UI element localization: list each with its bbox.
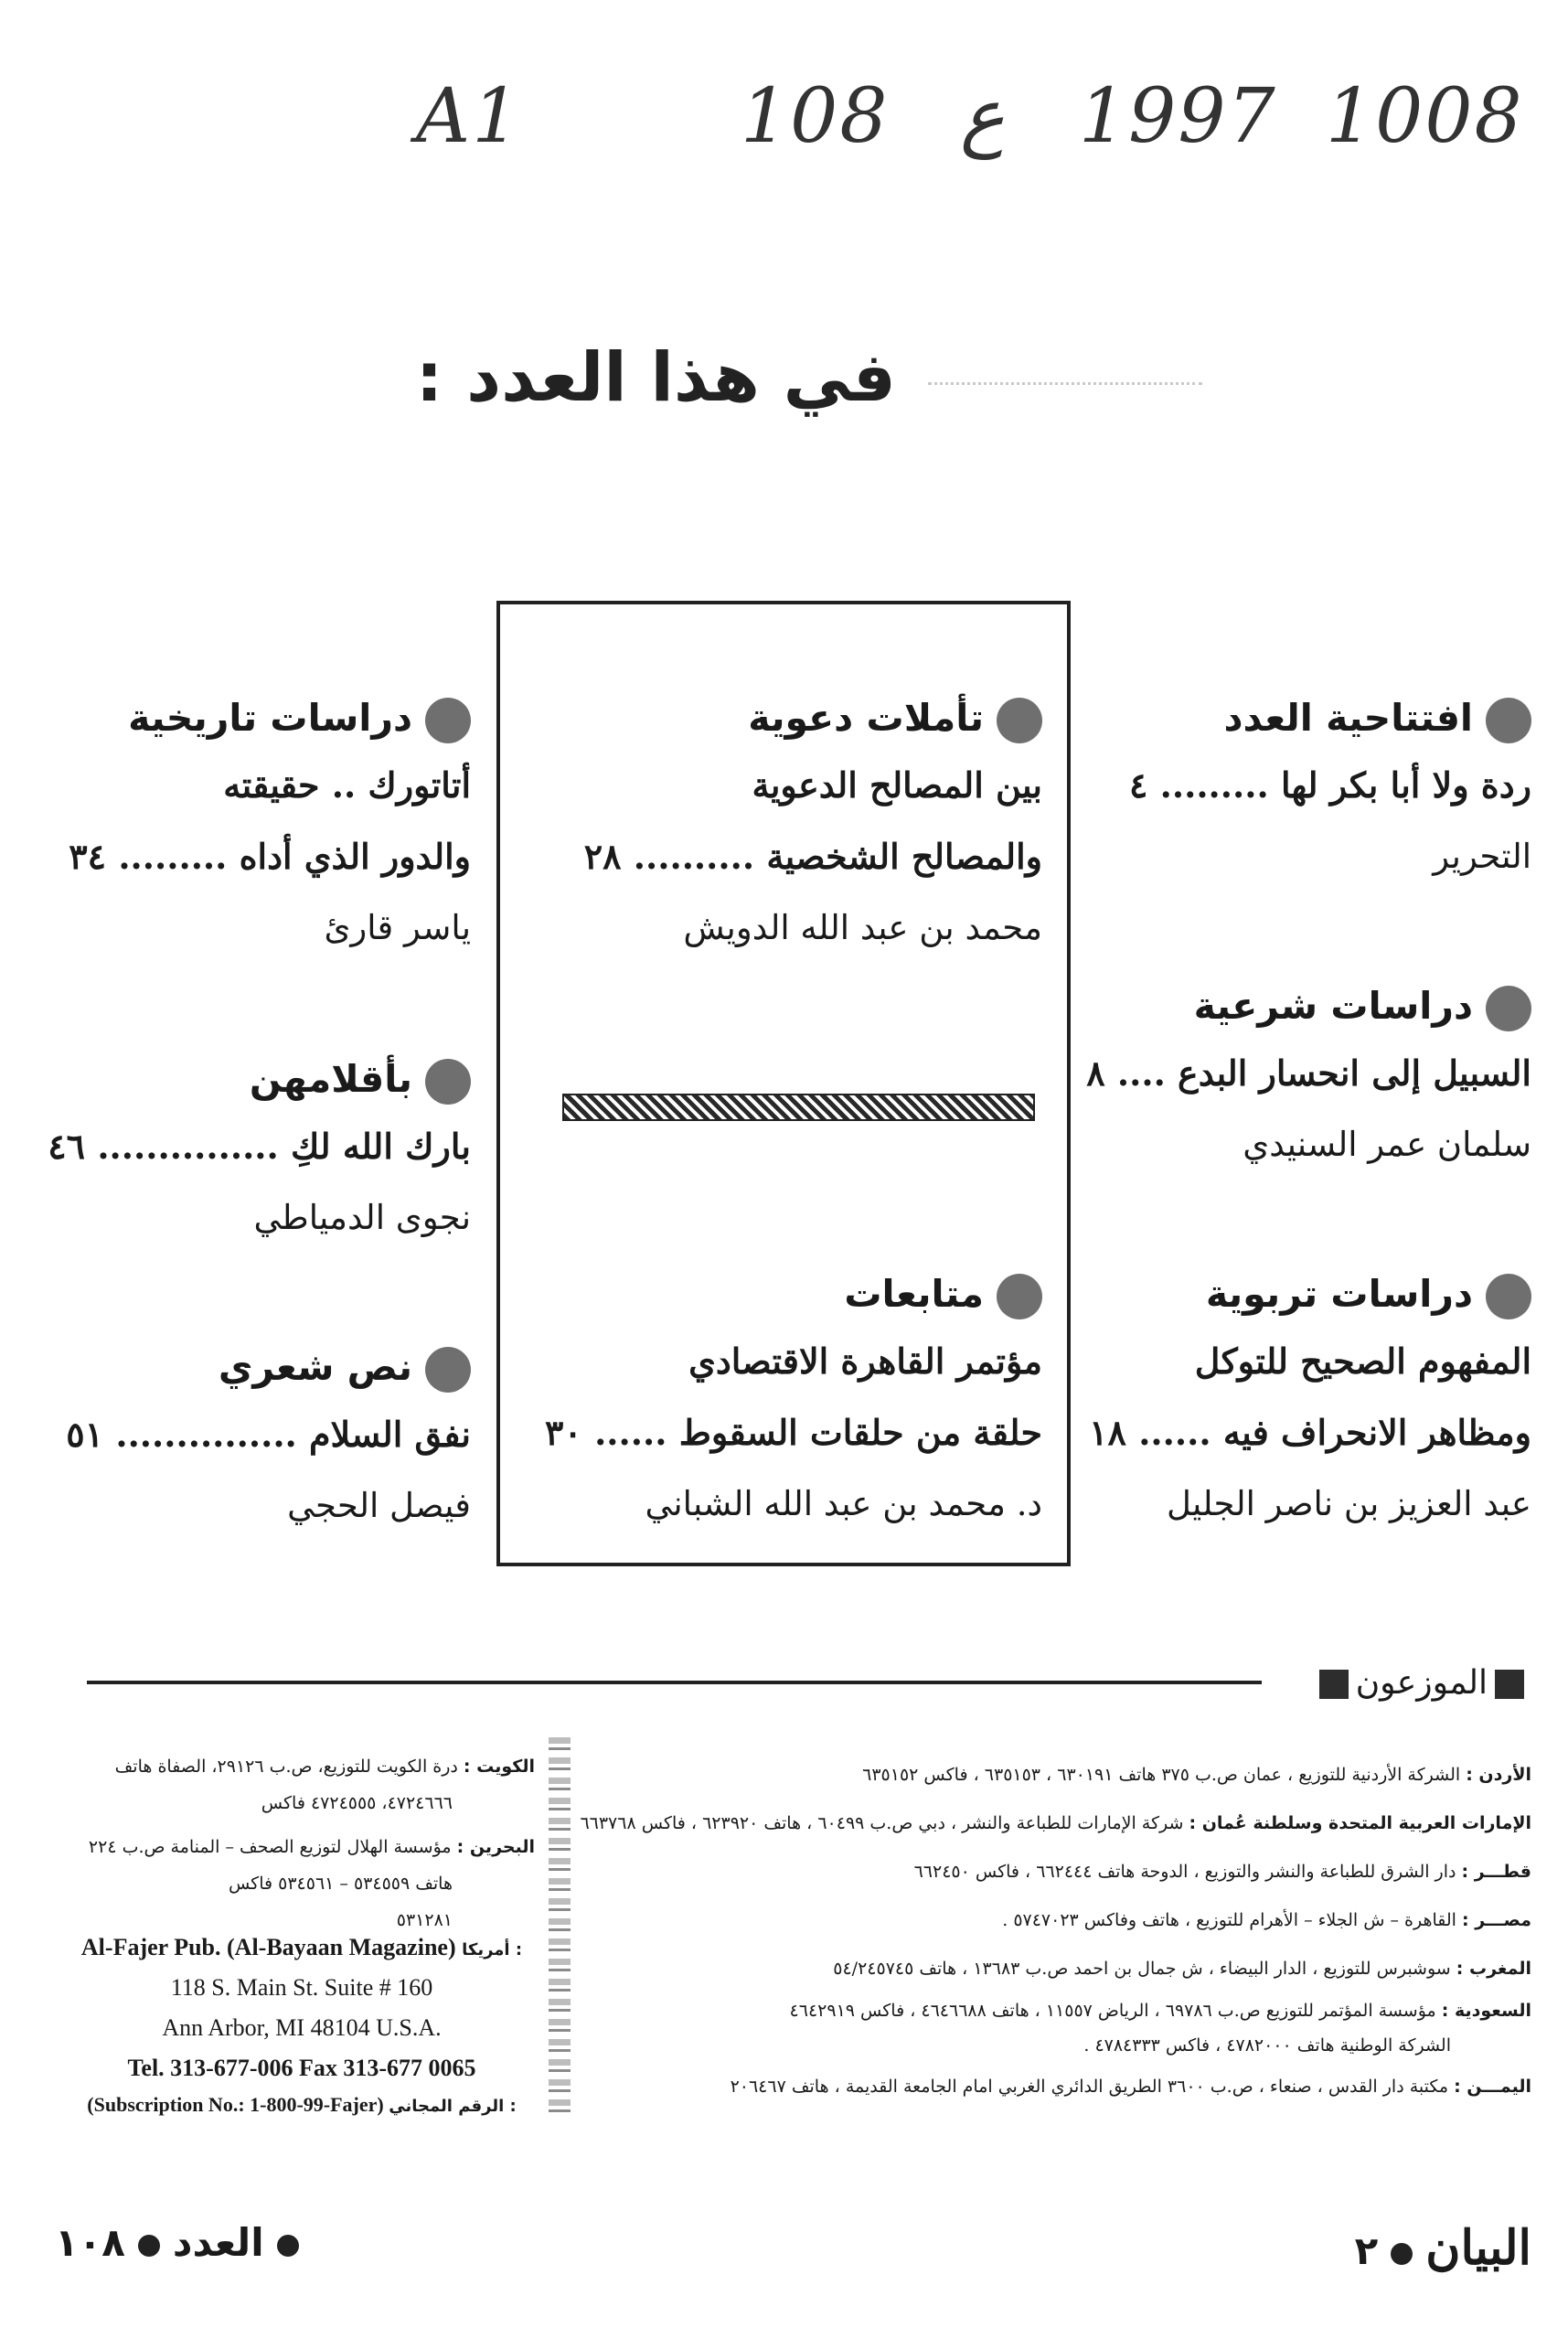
distributor-row: الأردن : الشركة الأردنية للتوزيع ، عمان ص.ب ٣٧٥ هاتف ٦٣٠١٩١ ، ٦٣٥١٥٣ ، فاكس ٦٣٥١٥٢ (862, 1765, 1531, 1785)
handwritten-year: 1997 (1079, 73, 1277, 160)
page-number: ٤ (1128, 764, 1148, 806)
section-education (1056, 1262, 1531, 1540)
bullet-icon (997, 698, 1042, 743)
article-title-cont: ومظاهر الانحراف فيه ...... ١٨ (1089, 1412, 1531, 1453)
usa-phone: Tel. 313-677-006 Fax 313-677 0065 (127, 2055, 476, 2081)
dot-icon (277, 2235, 299, 2257)
title-divider (928, 382, 1202, 385)
section-heading: دراسات شرعية (1056, 974, 1531, 1038)
article-title-cont: حلقة من حلقات السقوط ...... ٣٠ (545, 1412, 1042, 1453)
distributor-kuwait-cont: ٤٧٢٤٦٦٦، ٤٧٢٤٥٥٥ فاكس (261, 1793, 453, 1813)
page-number: ٥١ (66, 1414, 104, 1455)
article-author: عبد العزيز بن ناصر الجليل (1167, 1484, 1531, 1523)
distributor-row: السعودية : مؤسسة المؤتمر للتوزيع ص.ب ٦٩٧٨٦ ، الرياض ١١٥٥٧ ، هاتف ٤٦٤٦٦٨٨ ، فاكس ٤٦٤٢٩١٩ (789, 2001, 1531, 2021)
section-heading: نص شعري (37, 1335, 471, 1399)
article-title: أتاتورك .. حقيقته (223, 764, 471, 806)
section-poetry (37, 1335, 471, 1542)
page-number: ١٨ (1089, 1412, 1126, 1453)
distributor-row: اليمـــن : مكتبة دار القدس ، صنعاء ، ص.ب ٣٦٠٠ الطريق الدائري الغربي امام الجامعة القديمة ، هاتف ٢٠٦٤٦٧ (730, 2077, 1531, 2097)
usa-address (73, 1928, 530, 2121)
section-history (37, 686, 471, 964)
section-heading: دراسات تربوية (1056, 1262, 1531, 1326)
article-title-cont: والمصالح الشخصية .......... ٢٨ (583, 836, 1042, 877)
article-title: بارك الله لكِ ............... ٤٦ (48, 1126, 471, 1167)
distributor-bahrain: البحرين : مؤسسة الهلال لتوزيع الصحف – المنامة ص.ب ٢٢٤ (88, 1837, 535, 1857)
bullet-icon (1486, 1274, 1531, 1319)
article-title: نفق السلام ............... ٥١ (66, 1414, 471, 1455)
handwritten-issue: 108 (741, 73, 890, 160)
page-number: ٣٤ (69, 836, 107, 877)
distributor-row: مصـــر : القاهرة – ش الجلاء – الأهرام للتوزيع ، هاتف وفاكس ٥٧٤٧٠٢٣ . (1002, 1910, 1531, 1930)
section-pens (37, 1047, 471, 1254)
magazine-logo: البيان (1425, 2220, 1531, 2276)
bullet-icon (425, 1347, 471, 1393)
handwritten-letter: ع (960, 73, 1005, 160)
distributor-bahrain-fax: ٥٣١٢٨١ (396, 1910, 453, 1930)
section-dawah (530, 686, 1042, 964)
article-title: السبيل إلى انحسار البدع .... ٨ (1086, 1052, 1531, 1094)
hatched-divider (562, 1094, 1035, 1121)
article-author: نجوى الدمياطي (253, 1198, 471, 1237)
page-title: في هذا العدد : (415, 338, 896, 417)
article-title: بين المصالح الدعوية (752, 764, 1042, 806)
dot-icon (1391, 2243, 1413, 2265)
page-number: ٣٠ (545, 1412, 582, 1453)
section-sharia (1056, 974, 1531, 1180)
distributors-list (562, 1751, 1531, 2111)
distributor-kuwait: الكويت : درة الكويت للتوزيع، ص.ب ٢٩١٢٦، الصفاة هاتف (114, 1757, 535, 1777)
footer-issue: العدد١٠٨ (55, 2220, 312, 2265)
footer-brand (1355, 2220, 1531, 2276)
bullet-icon (1486, 986, 1531, 1031)
section-heading: تأملات دعوية (530, 686, 1042, 750)
distributor-row: الإمارات العربية المتحدة وسلطنة عُمان : شركة الإمارات للطباعة والنشر ، دبي ص.ب ٦٠٤٩٩ ، هاتف ٦٢٣٩٢٠ ، فاكس ٦٦٣٧٦٨ (580, 1813, 1531, 1833)
article-author: ياسر قارئ (324, 908, 471, 947)
handwritten-code: A1 (416, 73, 522, 160)
section-heading: افتتاحية العدد (1056, 686, 1531, 750)
distributor-row: المغرب : سوشبرس للتوزيع ، الدار البيضاء ، ش جمال بن احمد ص.ب ١٣٦٨٣ ، هاتف ٥٤/٢٤٥٧٤٥ (833, 1959, 1531, 1979)
page-number: ٤٦ (48, 1126, 86, 1167)
usa-subscription: (Subscription No.: 1-800-99-Fajer) الرقم المجاني : (87, 2093, 517, 2116)
article-title: المفهوم الصحيح للتوكل (1194, 1340, 1531, 1382)
section-heading: دراسات تاريخية (37, 686, 471, 750)
page-number: ٢ (1354, 2228, 1379, 2273)
torn-edge (549, 1737, 571, 2112)
distributor-row-cont: الشركة الوطنية هاتف ٤٧٨٢٠٠٠ ، فاكس ٤٧٨٤٣٣٣ . (1083, 2035, 1451, 2056)
article-title-cont: والدور الذي أداه ......... ٣٤ (69, 836, 471, 877)
usa-publisher: Al-Fajer Pub. (Al-Bayaan Magazine) أمريكا : (80, 1934, 523, 1960)
bullet-icon (997, 1274, 1042, 1319)
distributor-bahrain-cont: هاتف ٥٣٤٥٥٩ – ٥٣٤٥٦١ فاكس (228, 1874, 453, 1894)
article-author: فيصل الحجي (287, 1486, 471, 1525)
article-author: التحرير (1433, 837, 1531, 876)
article-author: سلمان عمر السنيدي (1243, 1125, 1531, 1164)
distributors-left (87, 1748, 535, 1938)
article-title: مؤتمر القاهرة الاقتصادي (688, 1340, 1042, 1382)
article-author: محمد بن عبد الله الدويش (683, 908, 1042, 947)
square-icon (1319, 1670, 1349, 1699)
bullet-icon (425, 698, 471, 743)
article-title: ردة ولا أبا بكر لها ......... ٤ (1128, 764, 1531, 806)
page-number: ٨ (1086, 1052, 1105, 1094)
usa-street: 118 S. Main St. Suite # 160 (170, 1974, 433, 2001)
section-editorial (1056, 686, 1531, 892)
distributors-heading: الموزعون (1312, 1664, 1531, 1702)
page-number: ٢٨ (583, 836, 622, 877)
square-icon (1495, 1670, 1524, 1699)
bullet-icon (425, 1059, 471, 1105)
section-heading: متابعات (530, 1262, 1042, 1326)
dot-icon (138, 2235, 160, 2257)
distributors-rule (87, 1681, 1262, 1684)
bullet-icon (1486, 698, 1531, 743)
usa-city: Ann Arbor, MI 48104 U.S.A. (162, 2014, 442, 2041)
handwritten-number: 1008 (1326, 73, 1524, 160)
article-author: د. محمد بن عبد الله الشباني (645, 1484, 1042, 1523)
section-followups (530, 1262, 1042, 1540)
distributor-row: قطـــر : دار الشرق للطباعة والنشر والتوزيع ، الدوحة هاتف ٦٦٢٤٤٤ ، فاكس ٦٦٢٤٥٠ (913, 1862, 1531, 1882)
section-heading: بأقلامهن (37, 1047, 471, 1111)
